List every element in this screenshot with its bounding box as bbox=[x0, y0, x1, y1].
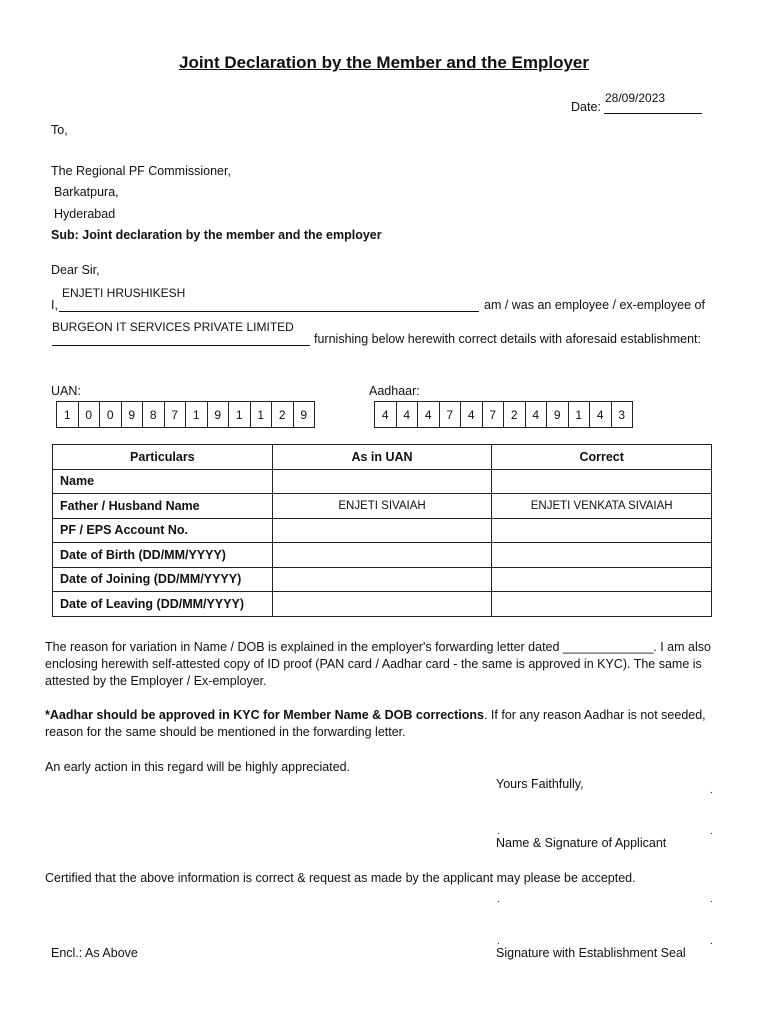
margin-dot: . bbox=[497, 894, 500, 905]
uan-label: UAN: bbox=[51, 384, 81, 398]
aadhaar-digit: 4 bbox=[396, 401, 419, 428]
aadhaar-digit: 7 bbox=[482, 401, 505, 428]
to-line: To, bbox=[51, 123, 68, 137]
table-row bbox=[53, 543, 712, 568]
margin-dot: . bbox=[710, 785, 713, 796]
uan-digit: 1 bbox=[185, 401, 208, 428]
table-row bbox=[53, 567, 712, 592]
correct-cell bbox=[492, 469, 712, 494]
address-line-3: Hyderabad bbox=[54, 207, 116, 221]
margin-dot: . bbox=[710, 936, 713, 947]
table-row bbox=[53, 592, 712, 617]
uan-digit: 0 bbox=[78, 401, 101, 428]
correct-cell bbox=[492, 567, 712, 592]
uan-digit: 1 bbox=[250, 401, 273, 428]
particular-cell: Name bbox=[53, 469, 273, 494]
correct-cell bbox=[492, 518, 712, 543]
as-in-uan-cell bbox=[272, 543, 492, 568]
aadhaar-boxes bbox=[375, 401, 633, 428]
table-row bbox=[53, 469, 712, 494]
aadhaar-digit: 4 bbox=[374, 401, 397, 428]
table-row bbox=[53, 494, 712, 519]
aadhaar-digit: 4 bbox=[525, 401, 548, 428]
uan-digit: 2 bbox=[271, 401, 294, 428]
member-name: ENJETI HRUSHIKESH bbox=[62, 286, 186, 300]
date-value: 28/09/2023 bbox=[605, 91, 666, 105]
margin-dot: . bbox=[497, 936, 500, 947]
enclosure-line: Encl.: As Above bbox=[51, 946, 138, 960]
aadhaar-digit: 7 bbox=[439, 401, 462, 428]
correct-cell: ENJETI VENKATA SIVAIAH bbox=[492, 494, 712, 519]
particulars-table bbox=[52, 444, 712, 617]
aadhaar-digit: 9 bbox=[546, 401, 569, 428]
address-line-1: The Regional PF Commissioner, bbox=[51, 164, 231, 178]
uan-digit: 7 bbox=[164, 401, 187, 428]
aadhaar-digit: 1 bbox=[568, 401, 591, 428]
uan-boxes bbox=[57, 401, 315, 428]
aadhaar-digit: 3 bbox=[611, 401, 634, 428]
aadhaar-digit: 4 bbox=[417, 401, 440, 428]
closing-line: Yours Faithfully, bbox=[496, 777, 584, 791]
reason-paragraph: The reason for variation in Name / DOB is explained in the employer's forwarding letter dated _____________. I am also enclosing herewith self-attested copy of ID proof (PAN card / Aadhar card - the same is approved in KYC). The same is attested by the Employer / Ex-employer. bbox=[45, 640, 711, 688]
correct-cell bbox=[492, 543, 712, 568]
aadhaar-digit: 4 bbox=[589, 401, 612, 428]
margin-dot: . bbox=[710, 894, 713, 905]
correct-cell bbox=[492, 592, 712, 617]
margin-dot: . bbox=[710, 826, 713, 837]
table-row bbox=[53, 518, 712, 543]
table-header-row bbox=[53, 445, 712, 470]
header-as-in-uan: As in UAN bbox=[272, 445, 492, 470]
member-suffix: am / was an employee / ex-employee of bbox=[484, 298, 705, 312]
aadhar-note bbox=[45, 707, 715, 741]
salutation: Dear Sir, bbox=[51, 263, 100, 277]
as-in-uan-cell bbox=[272, 469, 492, 494]
particular-cell: Date of Joining (DD/MM/YYYY) bbox=[53, 567, 273, 592]
aadhaar-label: Aadhaar: bbox=[369, 384, 420, 398]
as-in-uan-cell bbox=[272, 518, 492, 543]
aadhaar-digit: 2 bbox=[503, 401, 526, 428]
establishment-name: BURGEON IT SERVICES PRIVATE LIMITED bbox=[52, 320, 294, 334]
particular-cell: PF / EPS Account No. bbox=[53, 518, 273, 543]
particular-cell: Father / Husband Name bbox=[53, 494, 273, 519]
page-title: Joint Declaration by the Member and the Employer bbox=[179, 53, 589, 72]
header-particulars: Particulars bbox=[53, 445, 273, 470]
establishment-underline bbox=[52, 345, 310, 346]
establishment-suffix: furnishing below herewith correct details with aforesaid establishment: bbox=[314, 332, 701, 346]
aadhar-note-rest: . If for any reason Aadhar is not seeded, reason for the same should be mentioned in the forwarding letter. bbox=[45, 708, 706, 739]
uan-digit: 9 bbox=[293, 401, 316, 428]
uan-digit: 9 bbox=[207, 401, 230, 428]
establishment-signature-label: Signature with Establishment Seal bbox=[496, 946, 686, 960]
member-name-underline bbox=[59, 311, 479, 312]
date-label: Date: bbox=[571, 100, 601, 114]
uan-digit: 9 bbox=[121, 401, 144, 428]
uan-digit: 0 bbox=[99, 401, 122, 428]
certification-line: Certified that the above information is correct & request as made by the applicant may please be accepted. bbox=[45, 871, 636, 885]
aadhaar-digit: 4 bbox=[460, 401, 483, 428]
uan-digit: 1 bbox=[228, 401, 251, 428]
early-action-line: An early action in this regard will be highly appreciated. bbox=[45, 760, 351, 774]
as-in-uan-cell: ENJETI SIVAIAH bbox=[272, 494, 492, 519]
as-in-uan-cell bbox=[272, 567, 492, 592]
margin-dot: . bbox=[497, 826, 500, 837]
header-correct: Correct bbox=[492, 445, 712, 470]
uan-digit: 8 bbox=[142, 401, 165, 428]
address-line-2: Barkatpura, bbox=[54, 185, 119, 199]
member-prefix: I, bbox=[51, 298, 58, 312]
as-in-uan-cell bbox=[272, 592, 492, 617]
uan-digit: 1 bbox=[56, 401, 79, 428]
particular-cell: Date of Birth (DD/MM/YYYY) bbox=[53, 543, 273, 568]
aadhar-note-bold: *Aadhar should be approved in KYC for Member Name & DOB corrections bbox=[45, 708, 484, 722]
applicant-signature-label: Name & Signature of Applicant bbox=[496, 836, 667, 850]
particular-cell: Date of Leaving (DD/MM/YYYY) bbox=[53, 592, 273, 617]
date-underline bbox=[604, 113, 702, 114]
subject-line: Sub: Joint declaration by the member and the employer bbox=[51, 228, 382, 242]
